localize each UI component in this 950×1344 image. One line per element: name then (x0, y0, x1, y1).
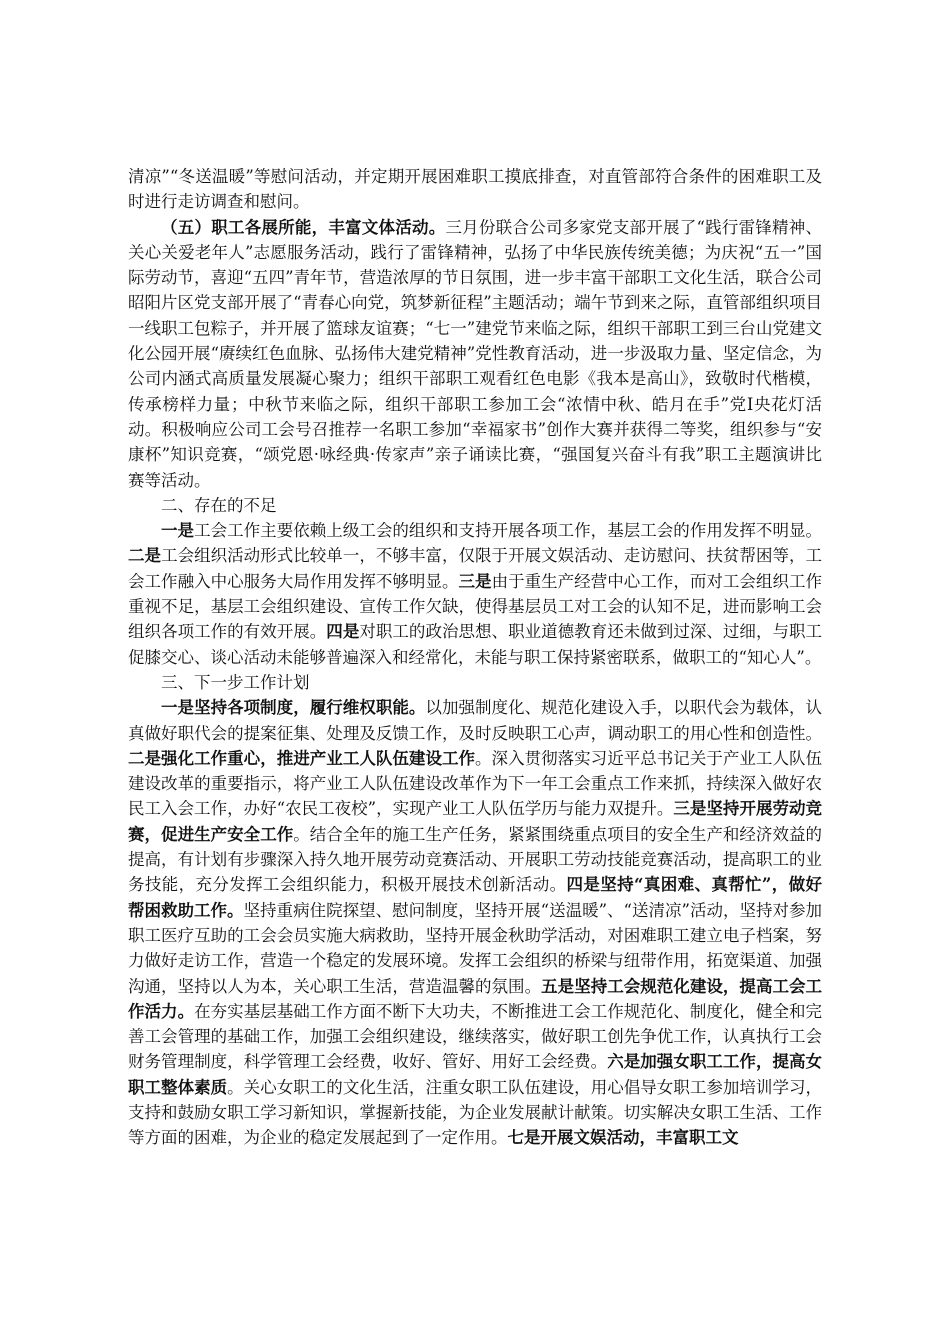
point-label: 四是 (326, 622, 360, 642)
point-label: 一是 (161, 521, 195, 541)
point-text: 工会工作主要依赖上级工会的组织和支持开展各项工作，基层工会的作用发挥不明显。 (194, 521, 823, 541)
document-page (128, 164, 822, 1151)
point-text: 。关心女职工的文化生活，注重女职工队伍建设，用心倡导女职工参加培训学习，支持和鼓励女职工学习新知识，掌握新技能，为企业发展献计献策。切实解决女职工生活、工作等方面的困难，为企业的稳定发展起到了一定作用。 (128, 1077, 823, 1148)
paragraph-text: 三月份联合公司多家党支部开展了“践行雷锋精神、关心关爱老年人”志愿服务活动，践行了雷锋精神，弘扬了中华民族传统美德；为庆祝“五一”国际劳动节，喜迎“五四”青年节，营造浓厚的节日氛围，进一步丰富干部职工文化生活，联合公司昭阳片区党支部开展了“青春心向党，筑梦新征程”主题活动；端午节到来之际，直管部组织项目一线职工包粽子，并开展了篮球友谊赛；“七一”建党节来临之际，组织干部职工到三台山党建文化公园开展“赓续红色血脉、弘扬伟大建党精神”党性教育活动，进一步汲取力量、坚定信念，为公司内涵式高质量发展凝心聚力；组织干部职工观看红色电影《我本是高山》，致敬时代楷模，传承榜样力量；中秋节来临之际，组织干部职工参加工会“浓情中秋、皓月在手”党Ⅰ央花灯活动。积极响应公司工会号召推荐一名职工参加“幸福家书”创作大赛并获得二等奖，组织参与“安康杯”知识竞赛，“颂党恩·咏经典·传家声”亲子诵读比赛，“强国复兴奋斗有我”职工主题演讲比赛等活动。 (128, 217, 823, 490)
point-text: 工会组织活动形式比较单一，不够丰富，仅限于开展文娱活动、走访慰问、扶贫帮困等，工会工作融入中心服务大局作用发挥不够明显。 (128, 546, 823, 591)
point-label: 三是坚持开展劳动竞赛，促进生产安全工作 (128, 799, 823, 844)
paragraph-condolence-end (128, 164, 822, 215)
point-label: 一是坚持各项制度，履行维权职能。 (161, 698, 426, 718)
point-text: 对职工的政治思想、职业道德教育还未做到过深、过细，与职工促膝交心、谈心活动未能够普遍深入和经常化，未能与职工保持紧密联系，做职工的“知心人”。 (128, 622, 823, 667)
point-text: 坚持重病住院探望、慰问制度，坚持开展“送温暖”、“送清凉”活动，坚持对参加职工医疗互助的工会会员实施大病救助，坚持开展金秋助学活动，对困难职工建立电子档案，努力做好走访工作，营造一个稳定的发展环境。发挥工会组织的桥梁与纽带作用，拓宽渠道、加强沟通，坚持以人为本，关心职工生活，营造温馨的氛围。 (128, 900, 822, 996)
point-label: 三是 (458, 571, 492, 591)
section-subheading: （五）职工各展所能，丰富文体活动。 (161, 217, 446, 237)
point-text: 在夯实基层基础工作方面不断下大功夫，不断推进工会工作规范化、制度化，健全和完善工会管理的基础工作，加强工会组织建设，继续落实，做好职工创先争优工作，认真执行工会财务管理制度，科学管理工会经费，收好、管好、用好工会经费。 (128, 1001, 823, 1072)
paragraph-text: 清凉”“冬送温暖”等慰问活动，并定期开展困难职工摸底排查，对直管部符合条件的困难职工及时进行走访调查和慰问。 (128, 167, 822, 212)
point-label: 二是强化工作重心，推进产业工人队伍建设工作 (128, 748, 476, 768)
paragraph-next-steps (128, 695, 822, 1150)
point-text: 以加强制度化、规范化建设入手，以职代会为载体，认真做好职代会的提案征集、处理及反馈工作，及时反映职工心声，调动职工的用心性和创造性。 (128, 698, 823, 743)
section-heading-shortcomings (128, 493, 822, 518)
paragraph-cultural-activities (128, 215, 822, 493)
point-label: 七是开展文娱活动，丰富职工文 (507, 1128, 739, 1148)
point-text: 。结合全年的施工生产任务，紧紧围绕重点项目的安全生产和经济效益的提高，有计划有步骤深入持久地开展劳动竞赛活动、开展职工劳动技能竞赛活动，提高职工的业务技能，充分发挥工会组织能力，积极开展技术创新活动。 (128, 824, 823, 895)
heading-text: 二、存在的不足 (161, 495, 277, 515)
point-label: 五是坚持工会规范化建设，提高工会工作活力。 (128, 976, 823, 1021)
section-heading-next-steps (128, 670, 822, 695)
paragraph-shortcomings (128, 518, 822, 670)
point-text: 由于重生产经营中心工作，而对工会组织工作重视不足，基层工会组织建设、宣传工作欠缺，使得基层员工对工会的认知不足，进而影响工会组织各项工作的有效开展。 (128, 571, 823, 642)
heading-text: 三、下一步工作计划 (161, 672, 310, 692)
point-text: 。深入贯彻落实习近平总书记关于产业工人队伍建设改革的重要指示，将产业工人队伍建设改革作为下一年工会重点工作来抓，持续深入做好农民工入会工作，办好“农民工夜校”，实现产业工人队伍学历与能力双提升。 (128, 748, 823, 819)
point-label: 二是 (128, 546, 162, 566)
point-label: 六是加强女职工工作，提高女职工整体素质 (128, 1052, 823, 1097)
point-label: 四是坚持“真困难、真帮忙”，做好帮困救助工作。 (128, 875, 823, 920)
